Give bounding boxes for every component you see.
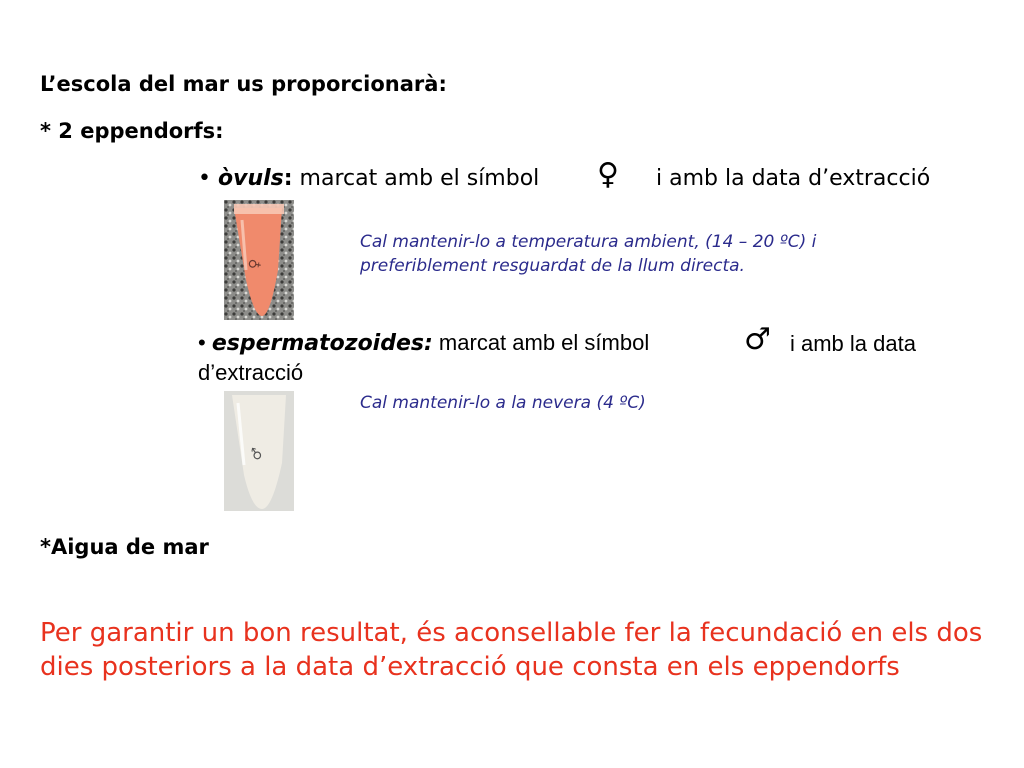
sperm-tube-photo	[224, 391, 294, 511]
ovuls-tube-photo	[224, 200, 294, 320]
sperm-note: Cal mantenir-lo a la nevera (4 ºC)	[360, 393, 646, 413]
ovuls-tube-icon	[224, 200, 294, 320]
intro-heading: L’escola del mar us proporcionarà:	[40, 72, 447, 96]
sperm-text-wrap: d’extracció	[198, 360, 304, 385]
svg-text:♂: ♂	[248, 446, 267, 462]
sperm-colon: :	[424, 331, 433, 356]
male-symbol-icon: ♂	[744, 322, 771, 357]
svg-text:♀: ♀	[246, 257, 264, 271]
sperm-name: espermatozoides	[211, 331, 424, 356]
ovuls-line	[198, 166, 539, 191]
ovuls-name: òvuls	[217, 166, 284, 191]
sperm-text: marcat amb el símbol	[432, 330, 650, 355]
female-symbol-icon: ♀	[597, 157, 619, 192]
bullet-dot: •	[198, 166, 211, 191]
eppendorfs-title: * 2 eppendorfs:	[40, 119, 224, 143]
ovuls-note-line2: preferiblement resguardat de la llum directa.	[360, 256, 745, 276]
closing-advice: Per garantir un bon resultat, és aconsellable fer la fecundació en els dos dies posteriors a la data d’extracció que consta en els eppendorfs	[40, 618, 983, 682]
seawater-item: *Aigua de mar	[40, 535, 209, 559]
ovuls-colon: :	[283, 166, 293, 191]
bullet-dot: •	[198, 330, 206, 355]
sperm-text-after: i amb la data	[790, 331, 916, 356]
ovuls-note-line1: Cal mantenir-lo a temperatura ambient, (14 – 20 ºC) i	[360, 232, 817, 252]
ovuls-text: marcat amb el símbol	[292, 166, 540, 191]
ovuls-text-after: i amb la data d’extracció	[656, 166, 931, 191]
sperm-tube-icon	[224, 391, 294, 511]
sperm-line	[198, 330, 649, 356]
